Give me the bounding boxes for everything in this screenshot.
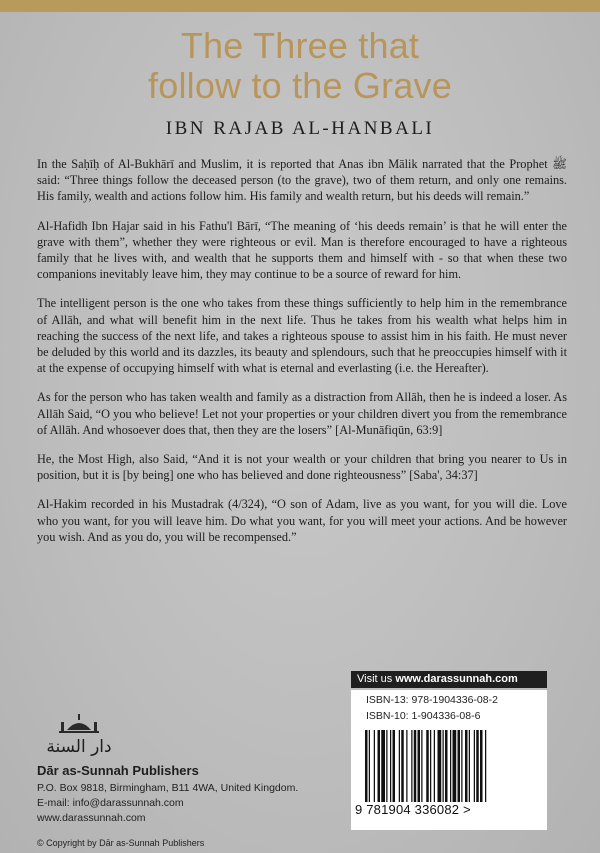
barcode-icon bbox=[363, 730, 535, 802]
paragraph-3: The intelligent person is the one who takes from these things sufficiently to help him in the remembrance of Allāh, and what will benefit him in the next life. Thus he takes from his wealth what helps him in reaching the success of the next life, and takes a righteous spouse to assist him in his faith. He must never be deluded by this world and its dazzles, its beauty and splendours, such that he preoccupies himself with it at the expense of occupying himself with what is eternal and everlasting (i.e. the Hereafter). bbox=[37, 296, 567, 376]
barcode-digits: 9 781904 336082 > bbox=[355, 802, 471, 817]
publisher-logo-icon bbox=[37, 712, 121, 758]
paragraph-1: In the Saḥīḥ of Al-Bukhārī and Muslim, it is reported that Anas ibn Mālik narrated that the Prophet ﷺ said: “Three things follow the deceased person (to the grave), two of them return, and only one remains. His family, wealth and actions follow him. His family and wealth return, but his deeds will remain.” bbox=[37, 157, 567, 204]
visit-prefix: Visit us bbox=[357, 673, 396, 685]
book-title bbox=[0, 26, 600, 106]
copyright-notice: © Copyright by Dār as-Sunnah Publishers bbox=[37, 838, 205, 848]
logo-calligraphy: دار السنة bbox=[46, 737, 112, 757]
publisher-website[interactable]: www.darassunnah.com bbox=[37, 812, 146, 824]
title-line-2: follow to the Grave bbox=[148, 65, 452, 106]
publisher-email[interactable]: E-mail: info@darassunnah.com bbox=[37, 797, 184, 809]
isbn-barcode-box bbox=[351, 690, 547, 830]
paragraph-4: As for the person who has taken wealth and family as a distraction from Allāh, then he is indeed a loser. As Allāh Said, “O you who believe! Let not your properties or your children divert you from the remembrance of Allāh. And whosoever does that, then they are the losers” [Al-Munāfiqūn, 63:9] bbox=[37, 390, 567, 437]
title-line-1: The Three that bbox=[180, 25, 420, 66]
paragraph-5: He, the Most High, also Said, “And it is not your wealth or your children that bring you nearer to Us in position, but it is [by being] one who has believed and done righteousness” [Saba', 34:37] bbox=[37, 452, 567, 483]
author-name: IBN RAJAB AL-HANBALI bbox=[165, 118, 435, 139]
top-color-strip bbox=[0, 0, 600, 12]
publisher-address: P.O. Box 9818, Birmingham, B11 4WA, United Kingdom. bbox=[37, 782, 299, 794]
isbn-10: ISBN-10: 1-904336-08-6 bbox=[366, 710, 481, 722]
paragraph-2: Al-Hafidh Ibn Hajar said in his Fathu'l Bārī, “The meaning of ‘his deeds remain’ is that he will enter the grave with them”, whether they were righteous or evil. Man is therefore encouraged to have a righteous family that he lives with, and wealth that he supports them and himself with - so that when these two companions inevitably leave him, they may continue to be a source of reward for him. bbox=[37, 218, 567, 282]
visit-banner bbox=[351, 671, 547, 688]
visit-url[interactable]: www.darassunnah.com bbox=[395, 673, 518, 685]
publisher-name: Dār as-Sunnah Publishers bbox=[37, 763, 199, 778]
isbn-13: ISBN-13: 978-1904336-08-2 bbox=[366, 694, 498, 706]
blurb-text bbox=[37, 156, 567, 558]
paragraph-6: Al-Hakim recorded in his Mustadrak (4/324), “O son of Adam, live as you want, for you will die. Love who you want, for you will leave him. Do what you want, for you will meet your actions. And be however you wish. And as you do, you will be recompensed.” bbox=[37, 497, 567, 544]
